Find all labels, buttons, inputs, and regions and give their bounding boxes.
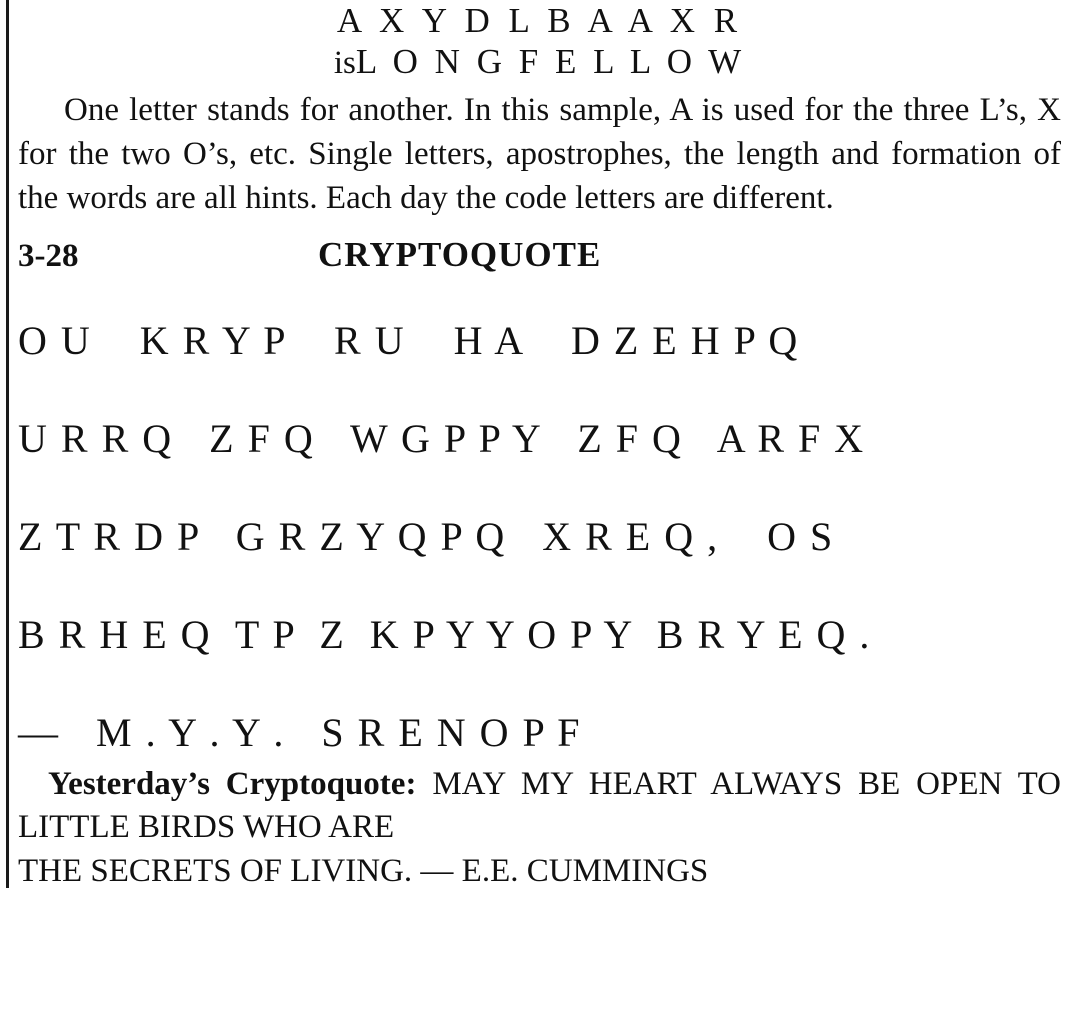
sample-is-word: is [333, 45, 356, 82]
page-title: CRYPTOQUOTE [318, 234, 602, 274]
cipher-line-2: U R R Q Z F Q W G P P Y Z F Q A R F X [18, 415, 866, 461]
sample-plain-text: L O N G F E L L O W [355, 42, 746, 82]
column-rule [6, 0, 9, 888]
cipher-text-block [18, 317, 1061, 755]
cipher-line-4: B R H E Q T P Z K P Y Y O P Y B R Y E Q . [18, 611, 872, 657]
yesterday-label: Yesterday’s Cryptoquote: [48, 765, 417, 802]
yesterday-answer-paragraph [18, 763, 1061, 850]
cipher-attribution: — M . Y . Y . S R E N O P F [18, 709, 582, 755]
yesterday-answer: MAY MY HEART ALWAYS BE OPEN TO LITTLE BIRDS WHO ARE [18, 765, 1061, 846]
instructions-paragraph: One letter stands for another. In this sample, A is used for the three L’s, X for the two O’s, etc. Single letters, apostrophes, the length and formation of the words are all hints. Each day the code letters are different. [18, 92, 1061, 216]
sample-plain-line [18, 41, 1061, 83]
cipher-line-1: O U K R Y P R U H A D Z E H P Q [18, 317, 800, 363]
puzzle-date: 3-28 [18, 237, 79, 274]
yesterday-answer-last-line: THE SECRETS OF LIVING. — E.E. CUMMINGS [18, 852, 709, 889]
sample-cipher-line: A X Y D L B A A X R [336, 1, 743, 40]
cipher-line-3: Z T R D P G R Z Y Q P Q X R E Q , O S [18, 513, 835, 559]
puzzle-heading-row [18, 235, 1061, 275]
